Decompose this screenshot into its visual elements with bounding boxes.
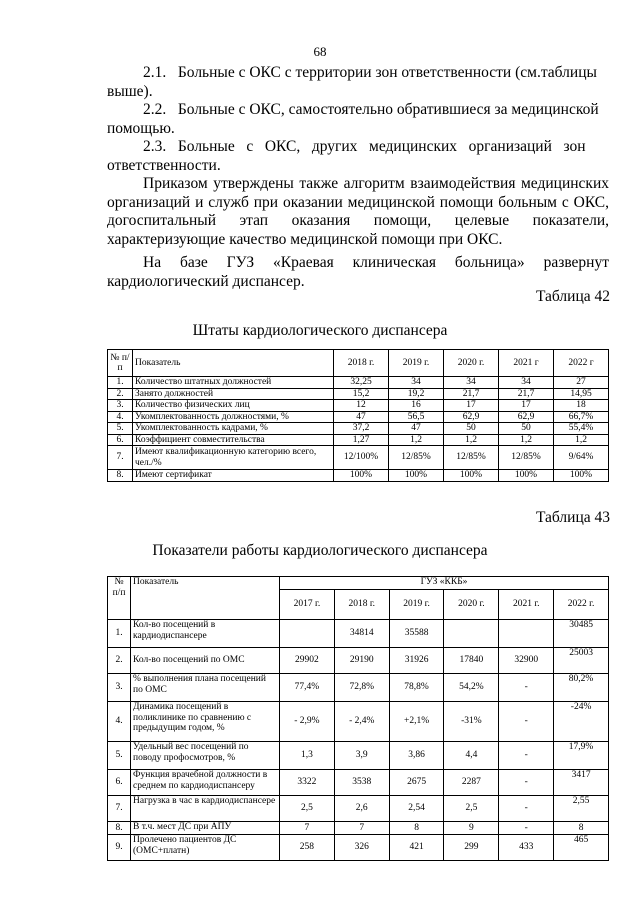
table-cell: -24% (554, 702, 609, 742)
table-cell: 15,2 (334, 388, 389, 400)
table-cell: 299 (444, 835, 499, 861)
table-cell: 100% (334, 470, 389, 482)
table-cell: 77,4% (280, 674, 335, 702)
table-cell: 2,55 (554, 796, 609, 822)
page-number: 68 (313, 44, 327, 59)
table-cell: 25003 (554, 648, 609, 674)
table-cell: 50 (444, 423, 499, 435)
table-cell: 2,6 (334, 796, 389, 822)
table-cell: 7. (108, 796, 131, 822)
table43-caption: Таблица 43 (535, 509, 610, 526)
table-cell: 465 (554, 835, 609, 861)
table-cell: 2,5 (280, 796, 335, 822)
header-year-cell: 2020 г. (444, 590, 499, 620)
table-cell: В т.ч. мест ДС при АПУ (131, 822, 280, 835)
table-cell: 50 (499, 423, 554, 435)
table-cell: Коэффициент совместительства (133, 434, 334, 446)
table-cell: 3322 (280, 770, 335, 796)
table-cell: +2,1% (389, 702, 444, 742)
table-cell: Нагрузка в час в кардиодиспансере (131, 796, 280, 822)
table-cell: 19,2 (389, 388, 444, 400)
table-cell: -31% (444, 702, 499, 742)
performance-table (107, 576, 609, 861)
table-cell: 55,4% (554, 423, 609, 435)
table-cell: 16 (389, 400, 444, 412)
table42-caption: Таблица 42 (535, 288, 610, 305)
table-cell: - (499, 770, 554, 796)
table-row (108, 620, 609, 648)
table-cell: - (499, 796, 554, 822)
table-cell: 56,5 (389, 411, 444, 423)
table-cell: 34814 (334, 620, 389, 648)
table-cell: 4. (108, 411, 133, 423)
table-cell: 9/64% (554, 446, 609, 470)
table-cell: 2. (108, 388, 133, 400)
table-cell: 34 (499, 377, 554, 389)
table-cell (280, 620, 335, 648)
table-cell: - (499, 742, 554, 770)
table-cell: - (499, 702, 554, 742)
table-cell: 47 (334, 411, 389, 423)
table-cell: 8 (389, 822, 444, 835)
table-cell: 12/100% (334, 446, 389, 470)
table-cell: 62,9 (499, 411, 554, 423)
paragraph-2-2 (107, 101, 609, 138)
paragraph-2-3-line1: 2.3. Больные с ОКС, других медицинских организаций зон (143, 138, 586, 155)
table-cell: 100% (389, 470, 444, 482)
table-cell: - (499, 822, 554, 835)
table-cell: 6. (108, 434, 133, 446)
table-cell: Кол-во посещений по ОМС (131, 648, 280, 674)
table-cell: 62,9 (444, 411, 499, 423)
table-cell: Пролечено пациентов ДС (ОМС+платн) (131, 835, 280, 861)
table-cell: 14,95 (554, 388, 609, 400)
header-group-cell: ГУЗ «ККБ» (280, 577, 609, 590)
table-cell: 34 (389, 377, 444, 389)
table-cell: 8. (108, 822, 131, 835)
header-cell: Показатель (133, 350, 334, 377)
table-cell: 12 (334, 400, 389, 412)
table-row (108, 377, 609, 389)
table-row (108, 400, 609, 412)
table-cell: Занято должностей (133, 388, 334, 400)
table-cell: 7. (108, 446, 133, 470)
paragraph-2-3-line2: ответственности. (107, 156, 221, 174)
table-cell: 1,2 (444, 434, 499, 446)
table-cell: 5. (108, 423, 133, 435)
table-cell: 32,25 (334, 377, 389, 389)
table-cell: 12/85% (444, 446, 499, 470)
table-cell: 1,27 (334, 434, 389, 446)
table-cell: 78,8% (389, 674, 444, 702)
table-row (108, 822, 609, 835)
table-row (108, 835, 609, 861)
table-cell: 72,8% (334, 674, 389, 702)
table-cell: 5. (108, 742, 131, 770)
table-cell: 35588 (389, 620, 444, 648)
table-cell: 29190 (334, 648, 389, 674)
table-cell: Удельный вес посещений по поводу профосмотров, % (131, 742, 280, 770)
paragraph-2-1-line1: 2.1. Больные с ОКС с территории зон ответственности (см.таблицы (143, 64, 597, 81)
table-cell: 3. (108, 400, 133, 412)
table-cell: 2,54 (389, 796, 444, 822)
header-cell: 2020 г. (444, 350, 499, 377)
table-cell: 17840 (444, 648, 499, 674)
table-cell: 1,2 (499, 434, 554, 446)
table-cell: 34 (444, 377, 499, 389)
table-cell: 32900 (499, 648, 554, 674)
header-year-cell: 2019 г. (389, 590, 444, 620)
table-cell: 21,7 (444, 388, 499, 400)
table-cell: 2,5 (444, 796, 499, 822)
paragraph-2-3 (107, 138, 609, 175)
table-cell: Количество физических лиц (133, 400, 334, 412)
table-cell: 4. (108, 702, 131, 742)
table-cell (444, 620, 499, 648)
header-cell: Показатель (131, 577, 280, 620)
table-cell: 9. (108, 835, 131, 861)
table-cell: 6. (108, 770, 131, 796)
paragraph-2-2-line2: помощью. (107, 119, 175, 137)
table-row (108, 796, 609, 822)
table-cell: - 2,9% (280, 702, 335, 742)
table-cell: 27 (554, 377, 609, 389)
table-cell: 54,2% (444, 674, 499, 702)
table-cell: Функция врачебной должности в среднем по кардиодиспансеру (131, 770, 280, 796)
table-cell: 31926 (389, 648, 444, 674)
paragraph-dispensary: На базе ГУЗ «Краевая клиническая больница» развернут кардиологический диспансер. (107, 254, 609, 290)
header-cell: 2018 г. (334, 350, 389, 377)
table-cell: 3,86 (389, 742, 444, 770)
header-year-cell: 2021 г. (499, 590, 554, 620)
table-cell: % выполнения плана посещений по ОМС (131, 674, 280, 702)
table-cell: - 2,4% (334, 702, 389, 742)
table43-title: Показатели работы кардиологического диспансера (152, 542, 488, 559)
table-cell: 100% (554, 470, 609, 482)
header-year-cell: 2017 г. (280, 590, 335, 620)
table-cell: Количество штатных должностей (133, 377, 334, 389)
table-cell: 21,7 (499, 388, 554, 400)
table-cell: Имеют квалификационную категорию всего, чел./% (133, 446, 334, 470)
table42-title: Штаты кардиологического диспансера (192, 322, 448, 339)
table-cell: 421 (389, 835, 444, 861)
table-cell: 4,4 (444, 742, 499, 770)
header-cell: 2022 г (554, 350, 609, 377)
table-header-row (108, 350, 609, 377)
table-row (108, 470, 609, 482)
table-cell: 17 (444, 400, 499, 412)
table-header-row (108, 577, 609, 590)
table-cell: 3,9 (334, 742, 389, 770)
paragraph-2-1-line2: выше). (107, 82, 153, 100)
table-cell: Укомплектованность должностями, % (133, 411, 334, 423)
table-cell: 30485 (554, 620, 609, 648)
table-cell: 100% (499, 470, 554, 482)
paragraph-2-2-line1: 2.2. Больные с ОКС, самостоятельно обратившиеся за медицинской (143, 101, 599, 118)
table-cell: 7 (280, 822, 335, 835)
table-cell: 433 (499, 835, 554, 861)
header-cell: 2021 г (499, 350, 554, 377)
header-cell: № п/п (108, 577, 131, 620)
table-row (108, 770, 609, 796)
table-cell: Кол-во посещений в кардиодиспансере (131, 620, 280, 648)
table-cell: 1,3 (280, 742, 335, 770)
table-cell: 37,2 (334, 423, 389, 435)
table-cell: 326 (334, 835, 389, 861)
table-cell: 8 (554, 822, 609, 835)
table-row (108, 648, 609, 674)
table-cell: 258 (280, 835, 335, 861)
table-row (108, 388, 609, 400)
table-cell: 18 (554, 400, 609, 412)
table-cell: Имеют сертификат (133, 470, 334, 482)
table-cell: 66,7% (554, 411, 609, 423)
table-cell: 2675 (389, 770, 444, 796)
table-cell: 3417 (554, 770, 609, 796)
table-cell: 1,2 (554, 434, 609, 446)
staff-table (107, 349, 609, 482)
table-row (108, 446, 609, 470)
table-cell: 100% (444, 470, 499, 482)
paragraph-2-1 (107, 64, 609, 101)
table-row (108, 423, 609, 435)
table-cell: 17,9% (554, 742, 609, 770)
table-cell: 47 (389, 423, 444, 435)
paragraph-order: Приказом утверждены также алгоритм взаимодействия медицинских организаций и служб при оказании медицинской помощи больным с ОКС, догоспитальный этап оказания помощи, целевые показатели, характеризующие качество медицинской помощи при ОКС. (107, 175, 609, 248)
table-cell: 8. (108, 470, 133, 482)
table-row (108, 702, 609, 742)
table-cell: 12/85% (499, 446, 554, 470)
table-cell: Динамика посещений в поликлинике по сравнению с предыдущим годом, % (131, 702, 280, 742)
table-cell: - (499, 674, 554, 702)
table-cell: 9 (444, 822, 499, 835)
table-cell: 3538 (334, 770, 389, 796)
table-cell: 29902 (280, 648, 335, 674)
table-row (108, 674, 609, 702)
header-cell: № п/п (108, 350, 133, 377)
header-year-cell: 2018 г. (334, 590, 389, 620)
table-cell: 1,2 (389, 434, 444, 446)
table-cell: 7 (334, 822, 389, 835)
table-cell: 2. (108, 648, 131, 674)
table-cell: 12/85% (389, 446, 444, 470)
table-cell: Укомплектованность кадрами, % (133, 423, 334, 435)
table-cell (499, 620, 554, 648)
table-row (108, 434, 609, 446)
table-cell: 2287 (444, 770, 499, 796)
table-row (108, 742, 609, 770)
table-cell: 3. (108, 674, 131, 702)
header-year-cell: 2022 г. (554, 590, 609, 620)
table-cell: 1. (108, 620, 131, 648)
table-cell: 80,2% (554, 674, 609, 702)
table-row (108, 411, 609, 423)
header-cell: 2019 г. (389, 350, 444, 377)
table-cell: 1. (108, 377, 133, 389)
table-cell: 17 (499, 400, 554, 412)
